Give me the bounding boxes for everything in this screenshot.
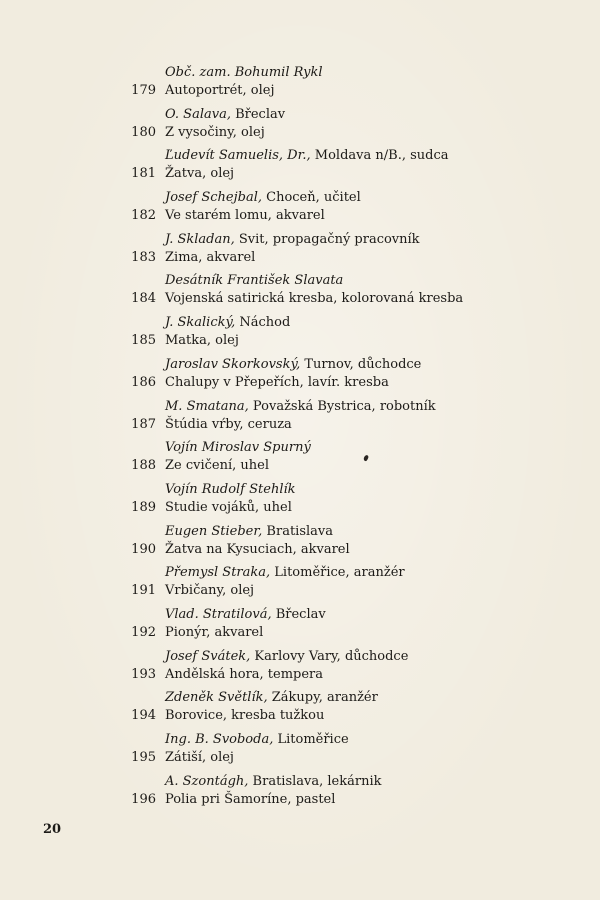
entry-author-name: Ing. B. Svoboda, bbox=[165, 732, 274, 747]
catalog-entry bbox=[0, 398, 600, 440]
entry-title: Zátiší, olej bbox=[165, 750, 234, 765]
entry-author-location: Bratislava, lekárnik bbox=[248, 773, 382, 789]
entry-author-location: Litoměřice bbox=[273, 732, 349, 747]
entry-author-line bbox=[165, 523, 333, 541]
entry-author-line bbox=[165, 314, 290, 332]
entry-number: 188 bbox=[131, 458, 156, 474]
catalog-entry bbox=[0, 523, 600, 565]
entry-author-name: A. Szontágh, bbox=[165, 773, 249, 789]
entry-author-line bbox=[165, 106, 285, 124]
entry-author-location: Karlovy Vary, důchodce bbox=[250, 648, 409, 664]
entry-title: Chalupy v Přepeřích, lavír. kresba bbox=[165, 374, 389, 390]
entry-title: Žatva, olej bbox=[165, 166, 235, 182]
entry-title: Ze cvičení, uhel bbox=[165, 458, 270, 474]
entry-title: Pionýr, akvarel bbox=[165, 624, 264, 640]
catalog-entry bbox=[0, 231, 600, 273]
entry-number: 191 bbox=[131, 583, 156, 599]
catalog-entry bbox=[0, 189, 600, 231]
entry-author-line bbox=[165, 64, 323, 82]
entry-author-name: Jaroslav Skorkovský, bbox=[165, 356, 301, 372]
page-number: 20 bbox=[43, 822, 62, 837]
entry-number: 190 bbox=[131, 541, 156, 557]
catalog-entry bbox=[0, 648, 600, 690]
catalog-entry bbox=[0, 356, 600, 398]
entry-author-location: Zákupy, aranžér bbox=[267, 690, 378, 706]
entry-number: 179 bbox=[131, 83, 156, 98]
entry-author-location: Svit, propagačný pracovník bbox=[234, 231, 420, 247]
entry-number: 196 bbox=[131, 791, 156, 807]
entry-author-location: Bratislava bbox=[262, 523, 334, 539]
entry-author-location: Litoměřice, aranžér bbox=[270, 565, 405, 581]
entry-author-line bbox=[165, 147, 448, 165]
entry-author-name: Přemysl Straka, bbox=[165, 565, 271, 581]
entry-author-name: Josef Schejbal, bbox=[165, 190, 262, 206]
entry-author-name: Desátník František Slavata bbox=[165, 273, 344, 289]
catalog-entry bbox=[0, 106, 600, 148]
catalog-entry bbox=[0, 314, 600, 356]
catalog-entry bbox=[0, 606, 600, 648]
entry-number: 195 bbox=[131, 750, 156, 765]
entry-author-line bbox=[165, 398, 436, 416]
entry-number: 184 bbox=[131, 291, 156, 307]
entry-author-location: Moldava n/B., sudca bbox=[310, 148, 449, 164]
catalog-entry bbox=[0, 272, 600, 314]
entry-author-line bbox=[165, 648, 408, 666]
entry-author-location: Choceň, učitel bbox=[262, 190, 361, 206]
entry-author-location: Břeclav bbox=[271, 606, 326, 622]
entry-author-name: Eugen Stieber, bbox=[165, 523, 263, 539]
entry-number: 180 bbox=[131, 124, 156, 140]
entry-author-line bbox=[165, 481, 296, 499]
entry-author-line bbox=[165, 606, 326, 624]
entry-title: Vrbičany, olej bbox=[165, 583, 255, 599]
entry-title: Andělská hora, tempera bbox=[165, 666, 324, 682]
entry-author-name: J. Skladan, bbox=[165, 231, 235, 247]
entry-author-line bbox=[165, 689, 378, 707]
entry-number: 194 bbox=[131, 708, 156, 724]
catalog-entries bbox=[0, 64, 600, 814]
entry-author-line bbox=[165, 356, 421, 374]
entry-number: 189 bbox=[131, 499, 156, 515]
entry-number: 185 bbox=[131, 333, 156, 349]
catalog-entry bbox=[0, 64, 600, 106]
entry-author-line bbox=[165, 439, 311, 457]
catalog-entry bbox=[0, 439, 600, 481]
entry-author-name: Vojín Rudolf Stehlík bbox=[165, 481, 296, 497]
entry-title: Žatva na Kysuciach, akvarel bbox=[165, 541, 350, 557]
entry-author-line bbox=[165, 272, 343, 290]
entry-number: 192 bbox=[131, 624, 156, 640]
entry-author-name: Vojín Miroslav Spurný bbox=[165, 440, 311, 456]
entry-number: 181 bbox=[131, 166, 156, 182]
entry-author-name: Vlad. Stratilová, bbox=[165, 606, 272, 622]
entry-author-name: Ľudevít Samuelis, Dr., bbox=[165, 148, 311, 164]
entry-author-location: Náchod bbox=[235, 315, 291, 331]
entry-author-line bbox=[165, 773, 382, 791]
entry-author-location: Turnov, důchodce bbox=[300, 356, 422, 372]
entry-author-location: Považská Bystrica, robotník bbox=[248, 398, 436, 414]
catalog-entry bbox=[0, 147, 600, 189]
entry-title: Z vysočiny, olej bbox=[165, 124, 265, 140]
entry-number: 186 bbox=[131, 374, 156, 390]
entry-title: Štúdia vŕby, ceruza bbox=[165, 416, 292, 432]
entry-number: 182 bbox=[131, 208, 156, 224]
entry-author-name: Obč. zam. Bohumil Rykl bbox=[165, 65, 323, 80]
catalog-entry bbox=[0, 564, 600, 606]
catalog-entry bbox=[0, 731, 600, 773]
entry-title: Studie vojáků, uhel bbox=[165, 499, 292, 515]
catalog-entry bbox=[0, 481, 600, 523]
entry-author-name: Josef Svátek, bbox=[165, 648, 251, 664]
entry-number: 187 bbox=[131, 416, 156, 432]
entry-title: Ve starém lomu, akvarel bbox=[165, 208, 325, 224]
entry-author-name: J. Skalický, bbox=[165, 315, 236, 331]
entry-number: 193 bbox=[131, 666, 156, 682]
entry-author-line bbox=[165, 731, 349, 749]
entry-author-name: M. Smatana, bbox=[165, 398, 249, 414]
entry-number: 183 bbox=[131, 249, 156, 265]
entry-author-name: O. Salava, bbox=[165, 106, 231, 122]
entry-author-location: Břeclav bbox=[230, 106, 286, 122]
catalog-entry bbox=[0, 689, 600, 731]
entry-title: Vojenská satirická kresba, kolorovaná kresba bbox=[165, 291, 464, 307]
entry-author-line bbox=[165, 564, 405, 582]
entry-title: Autoportrét, olej bbox=[165, 83, 275, 98]
entry-author-line bbox=[165, 231, 420, 249]
catalog-entry bbox=[0, 773, 600, 815]
entry-title: Zima, akvarel bbox=[165, 249, 256, 265]
entry-title: Matka, olej bbox=[165, 333, 239, 349]
entry-title: Polia pri Šamoríne, pastel bbox=[165, 791, 336, 807]
entry-author-line bbox=[165, 189, 361, 207]
entry-author-name: Zdeněk Světlík, bbox=[165, 690, 268, 706]
entry-title: Borovice, kresba tužkou bbox=[165, 708, 325, 724]
